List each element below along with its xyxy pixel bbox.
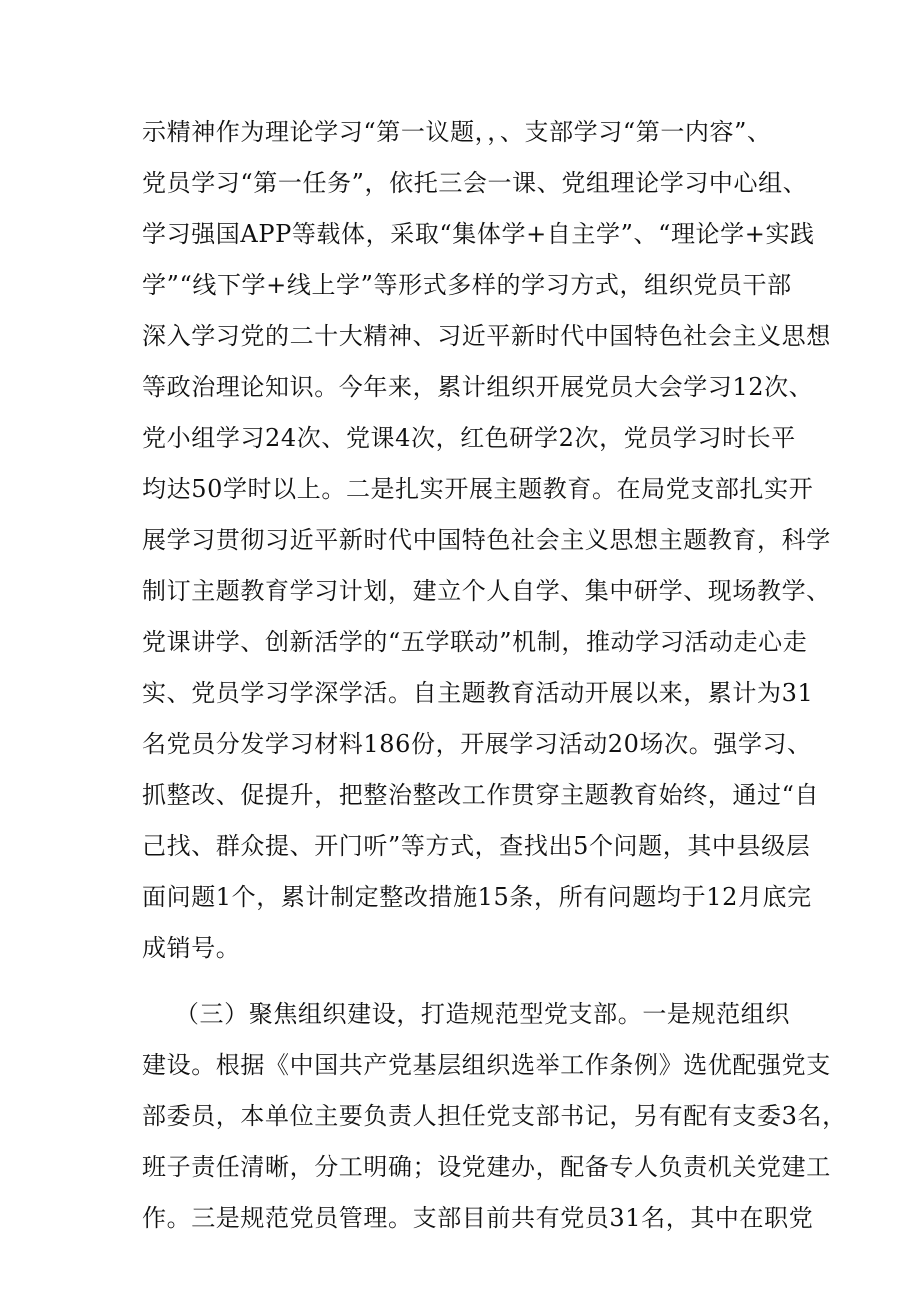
text-line: 示精神作为理论学习“第一议题，，、支部学习“第一内容”、 (142, 118, 772, 146)
text-line: 党员学习“第一任务”，依托三会一课、党组理论学习中心组、 (142, 169, 808, 197)
text-line: 实、党员学习学深学活。自主题教育活动开展以来，累计为31 (142, 679, 814, 707)
document-body (142, 112, 847, 1249)
text-line: 等政治理论知识。今年来，累计组织开展党员大会学习12次、 (142, 373, 814, 401)
text-line: 学”“线下学+线上学”等形式多样的学习方式，组织党员干部 (142, 271, 792, 299)
text-line: 抓整改、促提升，把整治整改工作贯穿主题教育始终，通过“自 (142, 781, 820, 809)
text-line: 均达50学时以上。二是扎实开展主题教育。在局党支部扎实开 (142, 475, 814, 503)
section-heading-line: （三）聚焦组织建设，打造规范型党支部。一是规范组织 (142, 1000, 790, 1028)
text-line: 展学习贯彻习近平新时代中国特色社会主义思想主题教育，科学 (142, 526, 831, 554)
text-line: 党课讲学、创新活学的“五学联动”机制，推动学习活动走心走 (142, 628, 808, 656)
text-line: 部委员，本单位主要负责人担任党支部书记，另有配有支委3名， (142, 1102, 847, 1130)
paragraph-organization (142, 994, 847, 1249)
text-line: 成销号。 (142, 934, 241, 962)
text-line: 面问题1个，累计制定整改措施15条，所有问题均于12月底完 (142, 883, 812, 911)
text-line: 班子责任清晰，分工明确；设党建办，配备专人负责机关党建工 (142, 1153, 831, 1181)
text-line: 建设。根据《中国共产党基层组织选举工作条例》选优配强党支 (142, 1051, 831, 1079)
text-line: 制订主题教育学习计划，建立个人自学、集中研学、现场教学、 (142, 577, 831, 605)
text-line: 作。三是规范党员管理。支部目前共有党员31名，其中在职党 (142, 1204, 814, 1232)
text-line: 己找、群众提、开门听”等方式，查找出5个问题，其中县级层 (142, 832, 811, 860)
text-line: 学习强国APP等载体，采取“集体学+自主学”、“理论学+实践 (142, 220, 815, 248)
text-line: 深入学习党的二十大精神、习近平新时代中国特色社会主义思想 (142, 322, 831, 350)
paragraph-study (142, 112, 831, 979)
text-line: 名党员分发学习材料186份，开展学习活动20场次。强学习、 (142, 730, 812, 758)
text-line: 党小组学习24次、党课4次，红色研学2次，党员学习时长平 (142, 424, 796, 452)
